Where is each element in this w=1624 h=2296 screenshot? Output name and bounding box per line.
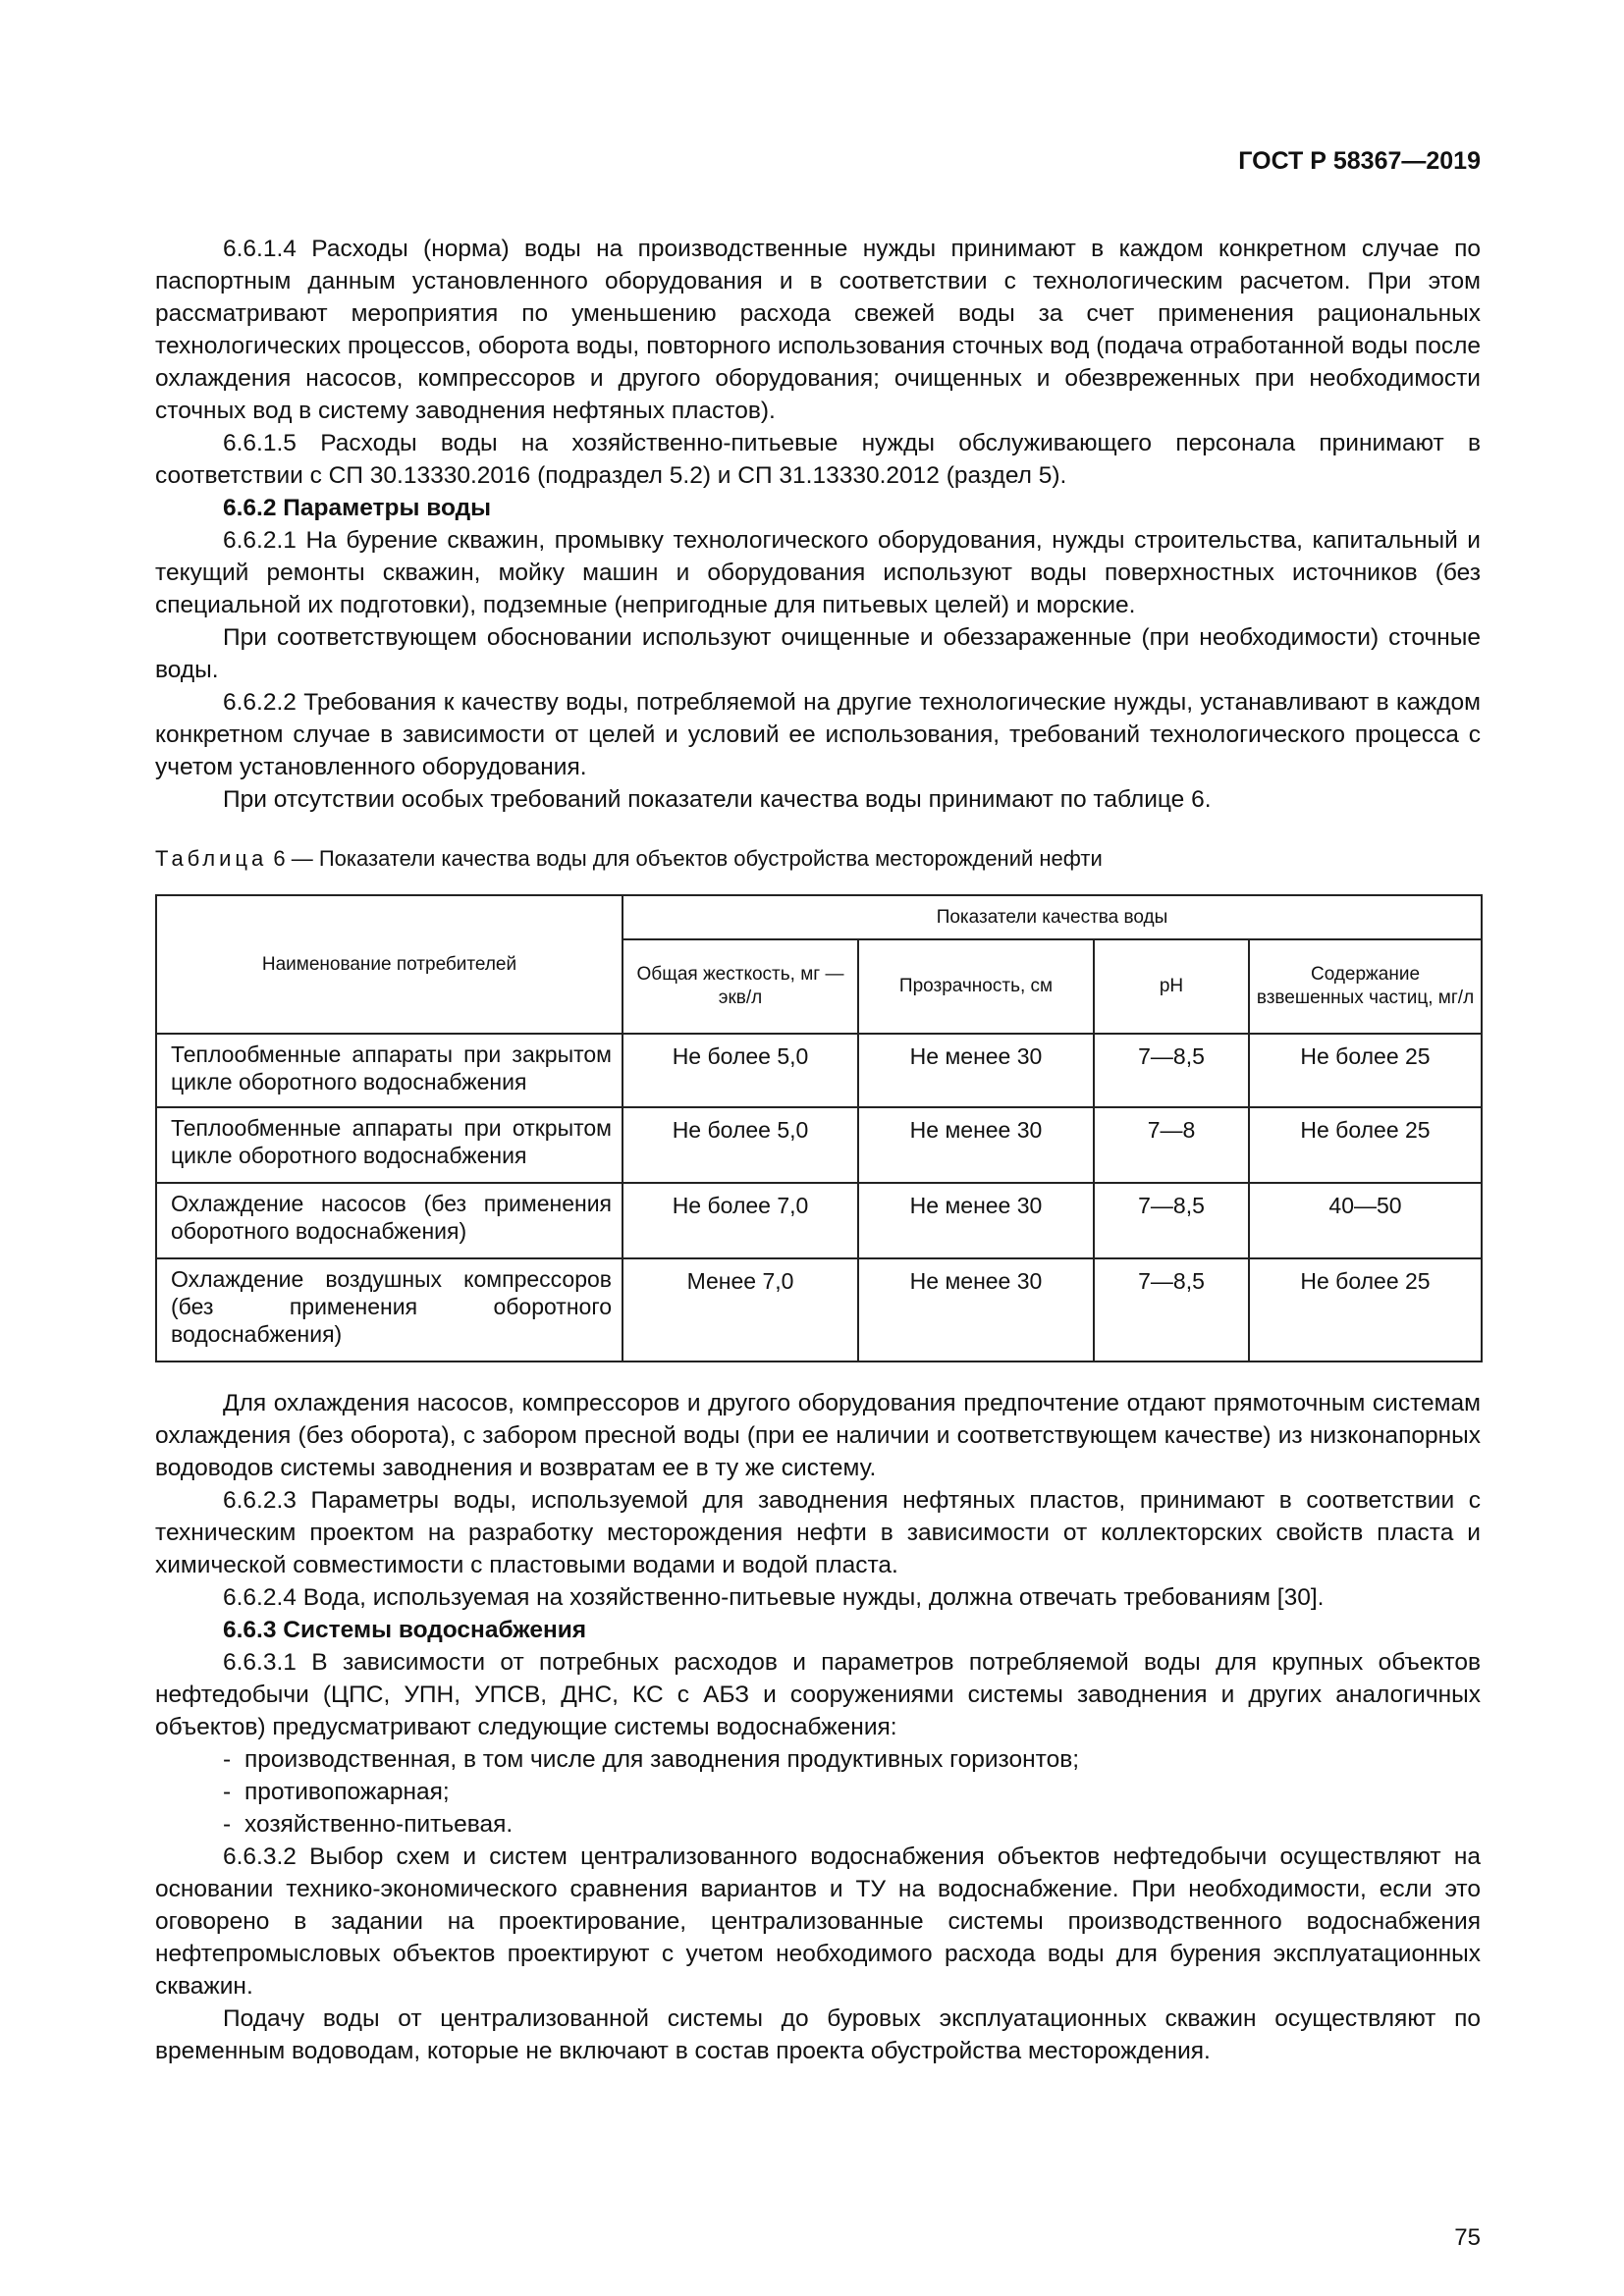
paragraph-6-6-1-5: 6.6.1.5 Расходы воды на хозяйственно-питьевые нужды обслуживающего персонала принимают в соответствии с СП 30.13330.2016 (подраздел 5.2) и СП 31.13330.2012 (раздел 5). <box>155 430 1481 489</box>
transparency-cell: Не менее 30 <box>858 1258 1094 1362</box>
group-header-quality-indicators: Показатели качества воды <box>623 895 1482 939</box>
water-supply-systems-list <box>155 1743 1481 1841</box>
section-heading-6-6-3: 6.6.3 Системы водоснабжения <box>223 1617 587 1643</box>
consumer-name-cell: Теплообменные аппараты при открытом цикле оборотного водоснабжения <box>156 1107 623 1183</box>
list-item: - противопожарная; <box>223 1776 1481 1808</box>
paragraph-6-6-1-4: 6.6.1.4 Расходы (норма) воды на производственные нужды принимают в каждом конкретном случае по паспортным данным установленного оборудования и в соответствии с технологическим расчетом. При этом рассматривают мероприятия по уменьшению расхода свежей воды за счет применения рациональных технологических процессов, оборота воды, повторного использования сточных вод (подача отработанной воды после охлаждения насосов, компрессоров и другого оборудования; очищенных и обезвреженных при необходимости сточных вод в систему заводнения нефтяных пластов). <box>155 236 1481 424</box>
table-caption-text: 6 — Показатели качества воды для объектов обустройства месторождений нефти <box>273 846 1103 871</box>
paragraph-6-6-2-4: 6.6.2.4 Вода, используемая на хозяйственно-питьевые нужды, должна отвечать требованиям [30]. <box>223 1584 1325 1611</box>
table-row <box>156 1258 1482 1362</box>
page-number: 75 <box>1454 2224 1481 2251</box>
particles-cell: 40—50 <box>1249 1183 1482 1258</box>
paragraph-6-6-2-2: 6.6.2.2 Требования к качеству воды, потребляемой на другие технологические нужды, устанавливают в каждом конкретном случае в зависимости от целей и условий ее использования, требований технологического процесса с учетом установленного оборудования. <box>155 689 1481 780</box>
hardness-cell: Не более 5,0 <box>623 1034 858 1107</box>
transparency-cell: Не менее 30 <box>858 1183 1094 1258</box>
paragraph-6-6-3-2-cont: Подачу воды от централизованной системы до буровых эксплуатационных скважин осуществляют по временным водоводам, которые не включают в состав проекта обустройства месторождения. <box>155 2005 1481 2064</box>
hardness-cell: Менее 7,0 <box>623 1258 858 1362</box>
particles-cell: Не более 25 <box>1249 1034 1482 1107</box>
column-header-ph: pH <box>1094 939 1249 1034</box>
table-caption <box>155 845 1481 873</box>
column-header-transparency: Прозрачность, см <box>858 939 1094 1034</box>
table-row <box>156 1183 1482 1258</box>
consumer-name-cell: Охлаждение воздушных компрессоров (без применения оборотного водоснабжения) <box>156 1258 623 1362</box>
paragraph-cooling-systems: Для охлаждения насосов, компрессоров и другого оборудования предпочтение отдают прямоточным системам охлаждения (без оборота), с забором пресной воды (при ее наличии и соответствующем качестве) из низконапорных водоводов системы заводнения и возвратам ее в ту же систему. <box>155 1390 1481 1481</box>
table-row <box>156 1034 1482 1107</box>
column-header-suspended-particles: Содержание взвешенных частиц, мг/л <box>1249 939 1482 1034</box>
table-row <box>156 1107 1482 1183</box>
paragraph-6-6-3-1: 6.6.3.1 В зависимости от потребных расходов и параметров потребляемой воды для крупных объектов нефтедобычи (ЦПС, УПН, УПСВ, ДНС, КС с АБЗ и сооружениями системы заводнения и других аналогичных объектов) предусматривают следующие системы водоснабжения: <box>155 1649 1481 1740</box>
ph-cell: 7—8,5 <box>1094 1183 1249 1258</box>
ph-cell: 7—8,5 <box>1094 1258 1249 1362</box>
water-quality-table <box>155 894 1483 1362</box>
hardness-cell: Не более 5,0 <box>623 1107 858 1183</box>
paragraph-6-6-2-1: 6.6.2.1 На бурение скважин, промывку технологического оборудования, нужды строительства, капитальный и текущий ремонты скважин, мойку машин и оборудования используют воды поверхностных источников (без специальной их подготовки), подземные (непригодные для питьевых целей) и морские. <box>155 527 1481 618</box>
hardness-cell: Не более 7,0 <box>623 1183 858 1258</box>
column-header-hardness: Общая жесткость, мг — экв/л <box>623 939 858 1034</box>
consumer-name-cell: Теплообменные аппараты при закрытом цикле оборотного водоснабжения <box>156 1034 623 1107</box>
list-item: - хозяйственно-питьевая. <box>223 1808 1481 1841</box>
document-code-header: ГОСТ Р 58367—2019 <box>1238 147 1481 175</box>
ph-cell: 7—8 <box>1094 1107 1249 1183</box>
document-page <box>155 147 1481 2067</box>
paragraph-6-6-3-2: 6.6.3.2 Выбор схем и систем централизованного водоснабжения объектов нефтедобычи осуществляют на основании технико-экономического сравнения вариантов и ТУ на водоснабжение. При необходимости, если это оговорено в задании на проектирование, централизованные системы производственного водоснабжения нефтепромысловых объектов проектируют с учетом необходимого расхода воды для бурения эксплуатационных скважин. <box>155 1843 1481 2000</box>
particles-cell: Не более 25 <box>1249 1107 1482 1183</box>
transparency-cell: Не менее 30 <box>858 1034 1094 1107</box>
list-item: - производственная, в том числе для заводнения продуктивных горизонтов; <box>223 1743 1481 1776</box>
table-caption-word: Таблица <box>155 846 268 871</box>
particles-cell: Не более 25 <box>1249 1258 1482 1362</box>
column-header-consumer-name: Наименование потребителей <box>156 895 623 1034</box>
paragraph-6-6-2-2-cont: При отсутствии особых требований показатели качества воды принимают по таблице 6. <box>223 786 1212 813</box>
transparency-cell: Не менее 30 <box>858 1107 1094 1183</box>
paragraph-6-6-2-3: 6.6.2.3 Параметры воды, используемой для заводнения нефтяных пластов, принимают в соответствии с техническим проектом на разработку месторождения нефти в зависимости от коллекторских свойств пласта и химической совместимости с пластовыми водами и водой пласта. <box>155 1487 1481 1578</box>
paragraph-6-6-2-1-cont: При соответствующем обосновании используют очищенные и обеззараженные (при необходимости) сточные воды. <box>155 624 1481 683</box>
consumer-name-cell: Охлаждение насосов (без применения оборотного водоснабжения) <box>156 1183 623 1258</box>
section-heading-6-6-2: 6.6.2 Параметры воды <box>223 495 492 521</box>
ph-cell: 7—8,5 <box>1094 1034 1249 1107</box>
